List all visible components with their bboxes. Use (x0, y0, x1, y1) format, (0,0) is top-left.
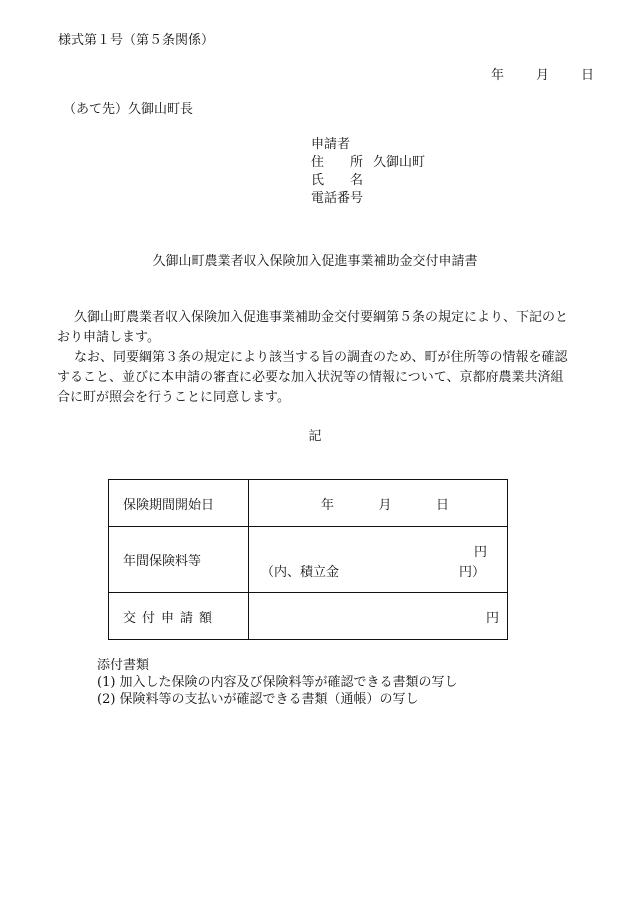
date-month: 月 (536, 68, 550, 83)
addressee: （あて先）久御山町長 (63, 102, 194, 117)
table-row (109, 593, 508, 640)
paragraph-1-line-1: 久御山町農業者収入保険加入促進事業補助金交付要綱第５条の規定により、下記のと (74, 310, 569, 325)
applicant-heading: 申請者 (311, 137, 351, 152)
annual-premium-yen: 円 (473, 545, 487, 560)
name-label: 氏 名 (311, 173, 364, 188)
applicant-block (311, 137, 425, 209)
application-date (491, 68, 594, 84)
start-date-label: 保険期間開始日 (109, 480, 249, 527)
reserve-fund-label: （内、積立金 (261, 565, 340, 580)
document-body (57, 308, 577, 408)
grant-amount-label: 交付申請額 (109, 593, 249, 640)
date-day: 日 (581, 68, 595, 83)
paragraph-2-line-2: すること、並びに本申請の審査に必要な加入状況等の情報について、京都府農業共済組 (57, 370, 564, 385)
paragraph-1-line-2: おり申請します。 (57, 330, 160, 345)
attachment-item: (1) 加入した保険の内容及び保険料等が確認できる書類の写し (97, 675, 458, 690)
annual-premium-label: 年間保険料等 (109, 527, 249, 593)
date-year: 年 (491, 68, 505, 83)
start-date-field[interactable] (249, 480, 508, 527)
grant-amount-field[interactable] (249, 593, 508, 640)
start-date-year: 年 (321, 497, 335, 513)
start-date-day: 日 (435, 497, 449, 513)
paragraph-2-line-1: なお、同要綱第３条の規定により該当する旨の調査のため、町が住所等の情報を確認 (74, 350, 568, 365)
table-row (109, 480, 508, 527)
application-table (108, 479, 508, 640)
grant-amount-yen: 円 (485, 610, 499, 626)
table-row (109, 527, 508, 593)
start-date-month: 月 (378, 497, 392, 513)
address-value: 久御山町 (373, 155, 426, 170)
phone-label: 電話番号 (311, 191, 364, 206)
paragraph-2-line-3: 合に町が照会を行うことに同意します。 (57, 390, 290, 405)
attachments-block (97, 657, 458, 708)
applicant-address-row (311, 155, 425, 173)
document-title: 久御山町農業者収入保険加入促進事業補助金交付申請書 (152, 254, 478, 269)
annual-premium-field[interactable] (249, 527, 508, 593)
applicant-name-row (311, 173, 425, 191)
applicant-phone-row (311, 191, 425, 209)
attachments-heading: 添付書類 (97, 658, 150, 673)
address-label: 住 所 (311, 155, 364, 170)
ki-marker: 記 (308, 429, 322, 444)
form-number: 様式第１号（第５条関係） (58, 33, 215, 48)
attachment-item: (2) 保険料等の支払いが確認できる書類（通帳）の写し (97, 692, 419, 707)
reserve-fund-yen: 円） (458, 565, 485, 580)
